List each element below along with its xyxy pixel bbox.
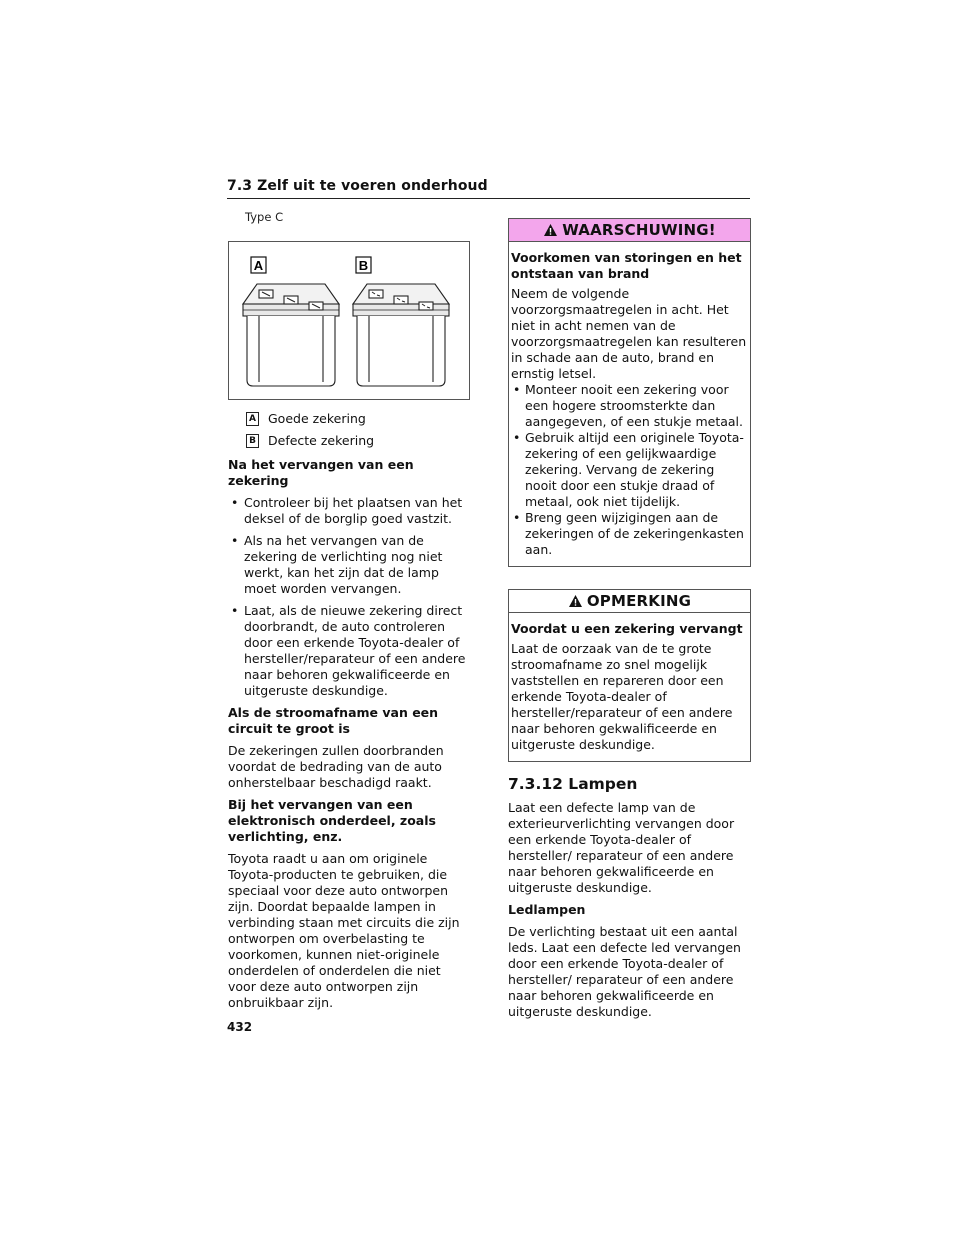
overload-text: De zekeringen zullen doorbranden voordat de bedrading van de auto onherstelbaar beschadigd raakt.	[228, 743, 444, 790]
fuse-figure	[228, 241, 470, 400]
led-text: De verlichting bestaat uit een aantal leds. Laat een defecte led vervangen door een erkende Toyota-dealer of hersteller/ reparateur of een andere naar behoren gekwalificeerde en uitgeruste deskundige.	[508, 924, 741, 1019]
page-header	[227, 178, 750, 199]
fuse-good-drawing	[243, 284, 339, 386]
note-label: OPMERKING	[586, 592, 692, 610]
right-column	[508, 218, 751, 1026]
lamps-intro: Laat een defecte lamp van de exterieurverlichting vervangen door een erkende Toyota-dealer of hersteller/ reparateur of een andere naar behoren gekwalificeerde en uitgeruste deskundige.	[508, 800, 735, 895]
legend-key: B	[246, 434, 259, 448]
legend-text: Goede zekering	[268, 411, 366, 426]
note-box	[508, 589, 751, 762]
note-body	[509, 613, 750, 761]
bullet-item: • Als na het vervangen van de zekering de verlichting nog niet werkt, kan het zijn dat de lamp moet worden vervangen.	[228, 533, 470, 597]
note-header	[509, 590, 750, 613]
label-b: B	[358, 258, 369, 273]
label-a: A	[253, 258, 264, 273]
warning-body	[509, 242, 750, 566]
left-column	[228, 209, 470, 1017]
legend-text: Defecte zekering	[268, 433, 375, 448]
warning-bullet: • Breng geen wijzigingen aan de zekeringen of de zekeringenkasten aan.	[511, 510, 747, 558]
warning-text: Neem de volgende voorzorgsmaatregelen in acht. Het niet in acht nemen van de voorzorgsmaatregelen kan resulteren in schade aan de auto, brand en ernstig letsel.	[511, 286, 747, 381]
warning-box	[508, 218, 751, 567]
warning-bullet: • Gebruik altijd een originele Toyota-zekering of een gelijkwaardige zekering. Vervang de zekering nooit door een stukje draad of metaal, ook niet tijdelijk.	[511, 430, 747, 510]
electronic-text: Toyota raadt u aan om originele Toyota-producten te gebruiken, die speciaal voor deze auto ontworpen zijn. Doordat bepaalde lampen in verbinding staan met circuits die zijn ontworpen om overbelasting te voorkomen, kunnen niet-originele onderdelen of onderdelen die niet voor deze auto ontworpen zijn onbruikbaar zijn.	[228, 851, 460, 1010]
warning-bullet: • Monteer nooit een zekering voor een hogere stroomsterkte dan aangegeven, of een stukje metaal.	[511, 382, 747, 430]
bullet-item: • Laat, als de nieuwe zekering direct doorbrandt, de auto controleren door een erkende Toyota-dealer of hersteller/reparateur of een andere naar behoren gekwalificeerde en uitgeruste deskundige.	[228, 603, 470, 699]
led-heading: Ledlampen	[508, 902, 586, 917]
lamps-heading: 7.3.12 Lampen	[508, 775, 638, 793]
note-text: Laat de oorzaak van de te grote stroomafname zo snel mogelijk vaststellen en repareren door een erkende Toyota-dealer of hersteller/reparateur of een andere naar behoren gekwalificeerde en uitgeruste deskundige.	[511, 641, 733, 752]
figure-caption: Type C	[245, 210, 284, 224]
legend-item	[246, 408, 470, 430]
fuse-illustration	[229, 242, 469, 399]
note-subtitle: Voordat u een zekering vervangt	[511, 621, 743, 636]
section-heading: 7.3 Zelf uit te voeren onderhoud	[227, 178, 488, 194]
electronic-heading: Bij het vervangen van een elektronisch onderdeel, zoals verlichting, enz.	[228, 797, 436, 844]
after-replace-heading: Na het vervangen van een zekering	[228, 457, 414, 488]
overload-heading: Als de stroomafname van een circuit te groot is	[228, 705, 439, 736]
warning-header	[509, 219, 750, 242]
warning-label: WAARSCHUWING!	[562, 221, 716, 239]
page-number: 432	[227, 1020, 253, 1034]
bullet-item: • Controleer bij het plaatsen van het deksel of de borglip goed vastzit.	[228, 495, 470, 527]
legend-key: A	[246, 412, 259, 426]
legend-item	[246, 430, 470, 452]
warning-triangle-icon	[543, 223, 558, 237]
figure-legend	[246, 408, 470, 452]
fuse-defective-drawing	[353, 284, 449, 386]
warning-triangle-icon	[568, 594, 583, 608]
warning-subtitle: Voorkomen van storingen en het ontstaan van brand	[511, 250, 742, 281]
